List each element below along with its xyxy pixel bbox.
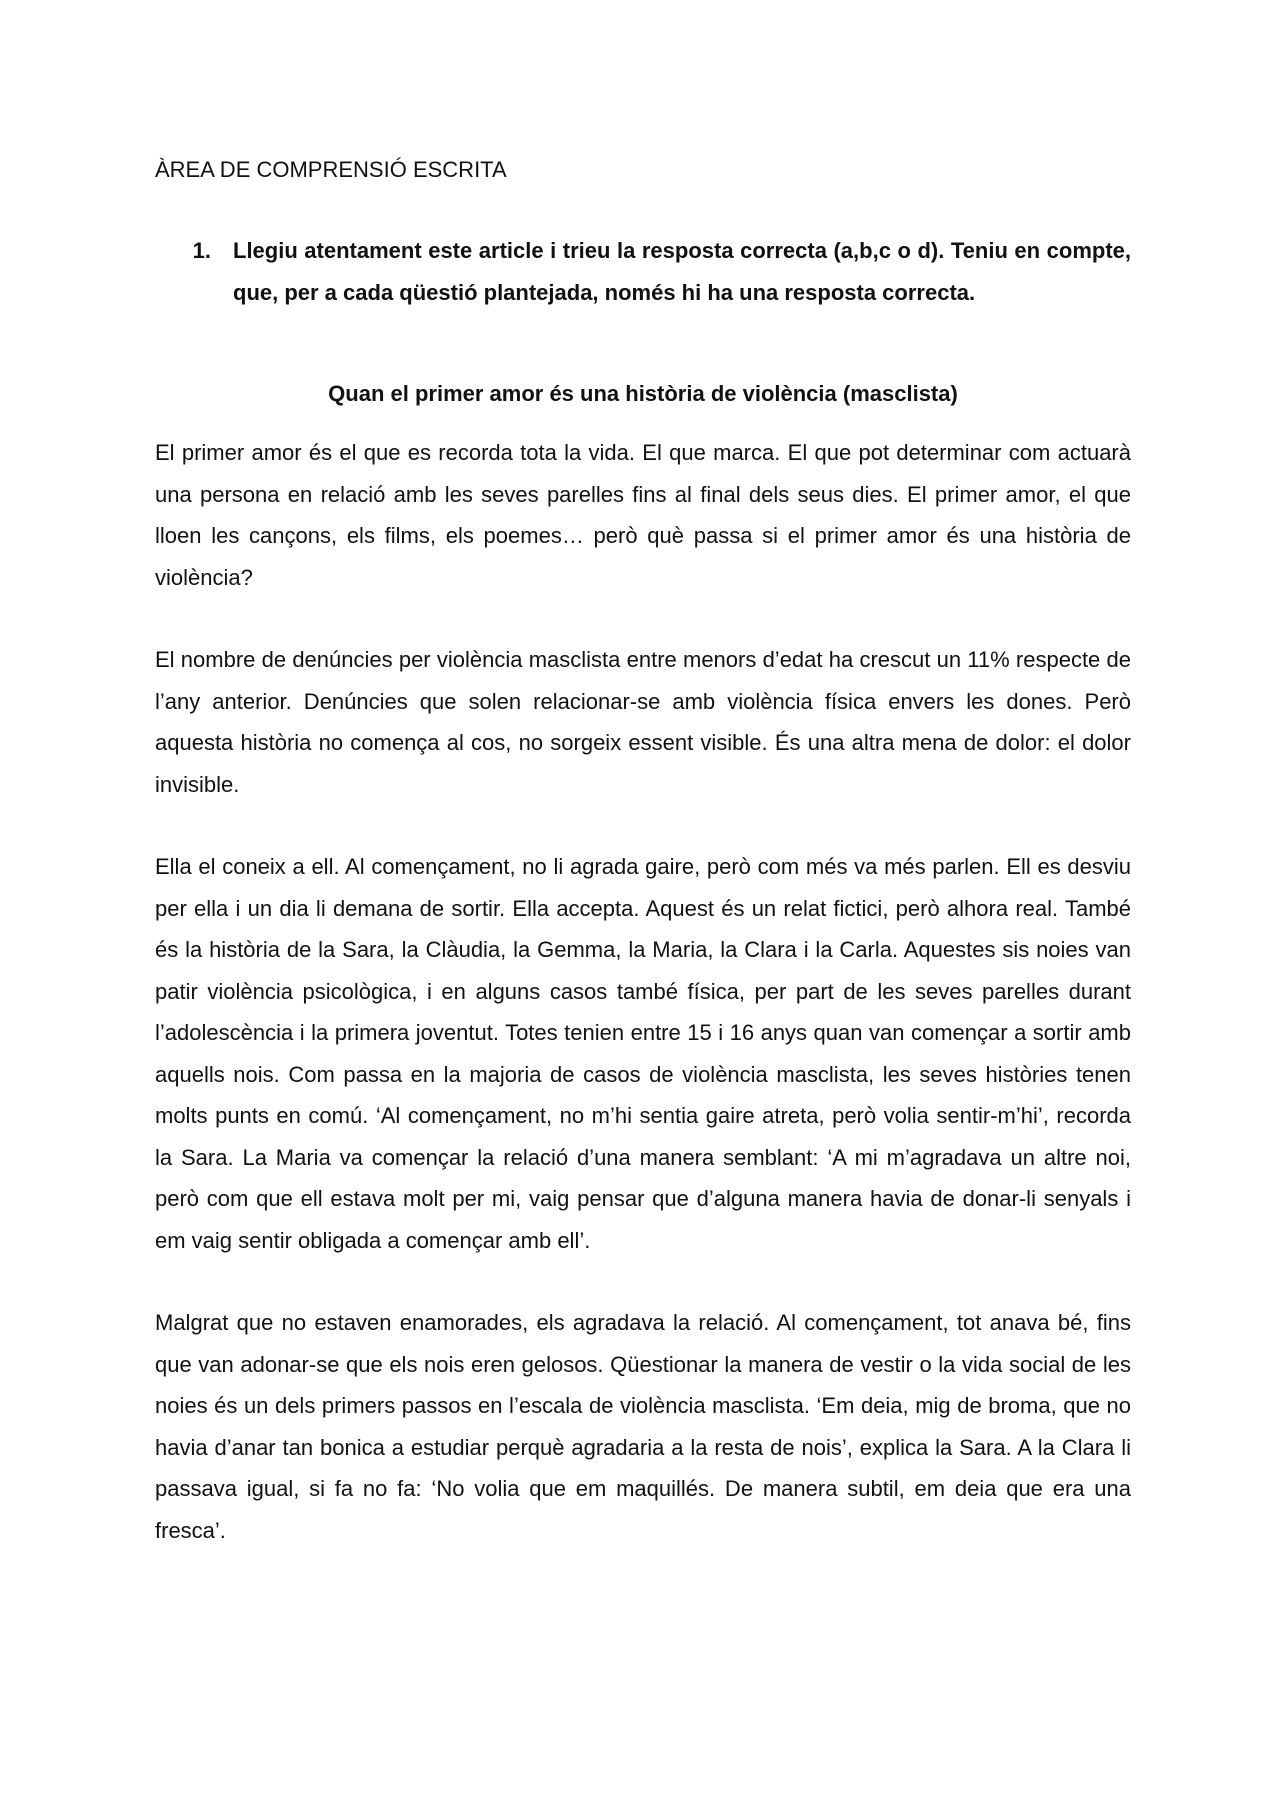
section-heading: ÀREA DE COMPRENSIÓ ESCRITA [155,157,507,182]
article-title: Quan el primer amor és una història de violència (masclista) [328,381,958,406]
article-paragraph-1: El primer amor és el que es recorda tota la vida. El que marca. El que pot determinar com actuarà una persona en relació amb les seves parelles fins al final dels seus dies. El primer amor, el que lloen les cançons, els films, els poemes… però què passa si el primer amor és una història de violència? [155,440,1131,590]
article-paragraph-3: Ella el coneix a ell. Al començament, no li agrada gaire, però com més va més parlen. Ell es desviu per ella i un dia li demana de sortir. Ella accepta. Aquest és un relat fictici, però alhora real. També és la història de la Sara, la Clàudia, la Gemma, la Maria, la Clara i la Carla. Aquestes sis noies van patir violència psicològica, i en alguns casos també física, per part de les seves parelles durant l’adolescència i la primera joventut. Totes tenien entre 15 i 16 anys quan van començar a sortir amb aquells nois. Com passa en la majoria de casos de violència masclista, les seves històries tenen molts punts en comú. ‘Al començament, no m’hi sentia gaire atreta, però volia sentir-m’hi’, recorda la Sara. La Maria va començar la relació d’una manera semblant: ‘A mi m’agradava un altre noi, però com que ell estava molt per mi, vaig pensar que d’alguna manera havia de donar-li senyals i em vaig sentir obligada a començar amb ell’. [155,854,1131,1253]
article-paragraph-2: El nombre de denúncies per violència masclista entre menors d’edat ha crescut un 11% respecte de l’any anterior. Denúncies que solen relacionar-se amb violència física envers les dones. Però aquesta història no comença al cos, no sorgeix essent visible. És una altra mena de dolor: el dolor invisible. [155,647,1131,797]
instruction-text: Llegiu atentament este article i trieu la resposta correcta (a,b,c o d). Teniu en compte, que, per a cada qüestió plantejada, només hi ha una resposta correcta. [233,238,1131,305]
document-page [155,150,1131,1551]
instruction-number: 1. [192,238,211,263]
article-paragraph-4: Malgrat que no estaven enamorades, els agradava la relació. Al començament, tot anava bé, fins que van adonar-se que els nois eren gelosos. Qüestionar la manera de vestir o la vida social de les noies és un dels primers passos en l’escala de violència masclista. ‘Em deia, mig de broma, que no havia d’anar tan bonica a estudiar perquè agradaria a la resta de nois’, explica la Sara. A la Clara li passava igual, si fa no fa: ‘No volia que em maquillés. De manera subtil, em deia que era una fresca’. [155,1310,1131,1543]
instruction-item [155,230,1131,314]
